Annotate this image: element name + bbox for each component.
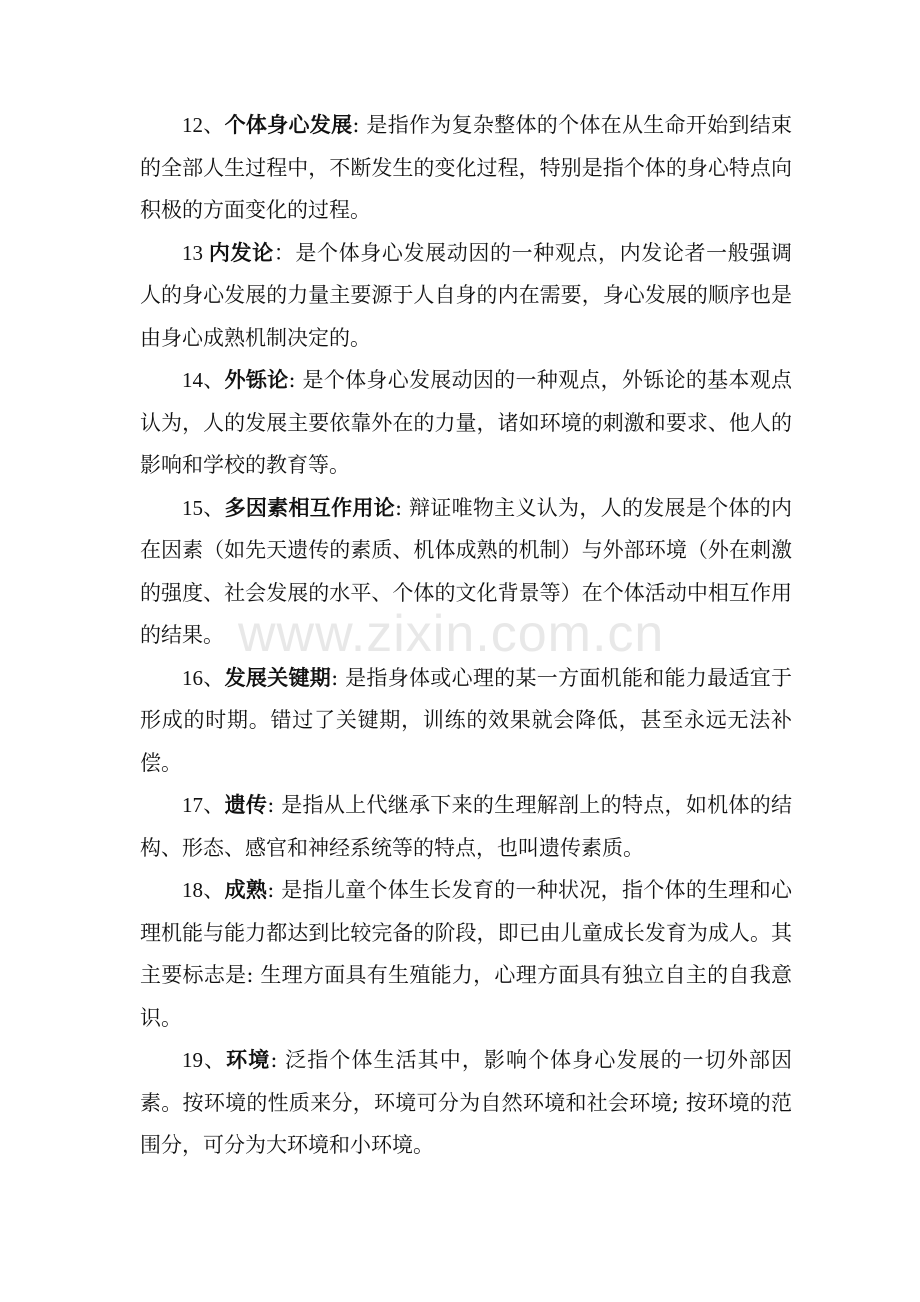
entry-definition: : 是指身体或心理的某一方面机能和能力最适宜于形成的时期。错过了关键期，训练的效果就会降低，甚至永远无法补偿。 bbox=[140, 665, 793, 775]
definition-entry-15 bbox=[140, 487, 792, 657]
entry-number: 15、 bbox=[182, 495, 225, 520]
entry-number: 16、 bbox=[182, 665, 225, 690]
entry-term: 多因素相互作用论 bbox=[224, 495, 395, 520]
entry-number: 17、 bbox=[182, 793, 225, 817]
entry-term: 环境 bbox=[226, 1048, 271, 1072]
document-body bbox=[140, 104, 792, 1167]
entry-definition: : 辩证唯物主义认为，人的发展是个体的内在因素（如先天遗传的素质、机体成熟的机制）与外部环境（外在刺激的强度、社会发展的水平、个体的文化背景等）在个体活动中相互作用的结果。 bbox=[140, 495, 793, 647]
entry-number: 18、 bbox=[182, 878, 225, 902]
entry-number: 14、 bbox=[182, 368, 225, 392]
definition-entry-18 bbox=[140, 869, 792, 1039]
entry-term: 成熟 bbox=[224, 878, 268, 902]
entry-term: 遗传 bbox=[224, 793, 268, 817]
site-watermark: www.zixin.com.cn bbox=[238, 605, 665, 663]
entry-definition: ：是个体身心发展动因的一种观点，内发论者一般强调人的身心发展的力量主要源于人自身的内在需要，身心发展的顺序也是由身心成熟机制决定的。 bbox=[140, 240, 793, 350]
definition-entry-16 bbox=[140, 657, 792, 785]
entry-term: 发展关键期 bbox=[224, 665, 332, 690]
definition-entry-13 bbox=[140, 232, 792, 360]
entry-definition: : 泛指个体生活其中，影响个体身心发展的一切外部因素。按环境的性质来分，环境可分为自然环境和社会环境; 按环境的范围分，可分为大环境和小环境。 bbox=[140, 1048, 793, 1157]
entry-term: 内发论 bbox=[208, 240, 274, 265]
definition-entry-19 bbox=[140, 1039, 792, 1167]
entry-term: 个体身心发展 bbox=[224, 113, 353, 137]
entry-number: 12、 bbox=[182, 113, 225, 137]
entry-number: 13 bbox=[182, 240, 209, 265]
entry-definition: : 是指儿童个体生长发育的一种状况，指个体的生理和心理机能与能力都达到比较完备的阶段，即已由儿童成长发育为成人。其主要标志是: 生理方面具有生殖能力，心理方面具有独立自主的自我意识。 bbox=[140, 878, 793, 1030]
definition-entry-17 bbox=[140, 784, 792, 869]
entry-definition: : 是指从上代继承下来的生理解剖上的特点，如机体的结构、形态、感官和神经系统等的特点，也叫遗传素质。 bbox=[140, 793, 793, 860]
entry-definition: : 是指作为复杂整体的个体在从生命开始到结束的全部人生过程中，不断发生的变化过程，特别是指个体的身心特点向积极的方面变化的过程。 bbox=[140, 113, 793, 222]
definition-entry-14 bbox=[140, 359, 792, 487]
definition-entry-12 bbox=[140, 104, 792, 232]
entry-term: 外铄论 bbox=[224, 368, 289, 392]
entry-definition: : 是个体身心发展动因的一种观点，外铄论的基本观点认为，人的发展主要依靠外在的力量，诸如环境的刺激和要求、他人的影响和学校的教育等。 bbox=[140, 368, 793, 477]
entry-number: 19、 bbox=[182, 1048, 227, 1072]
